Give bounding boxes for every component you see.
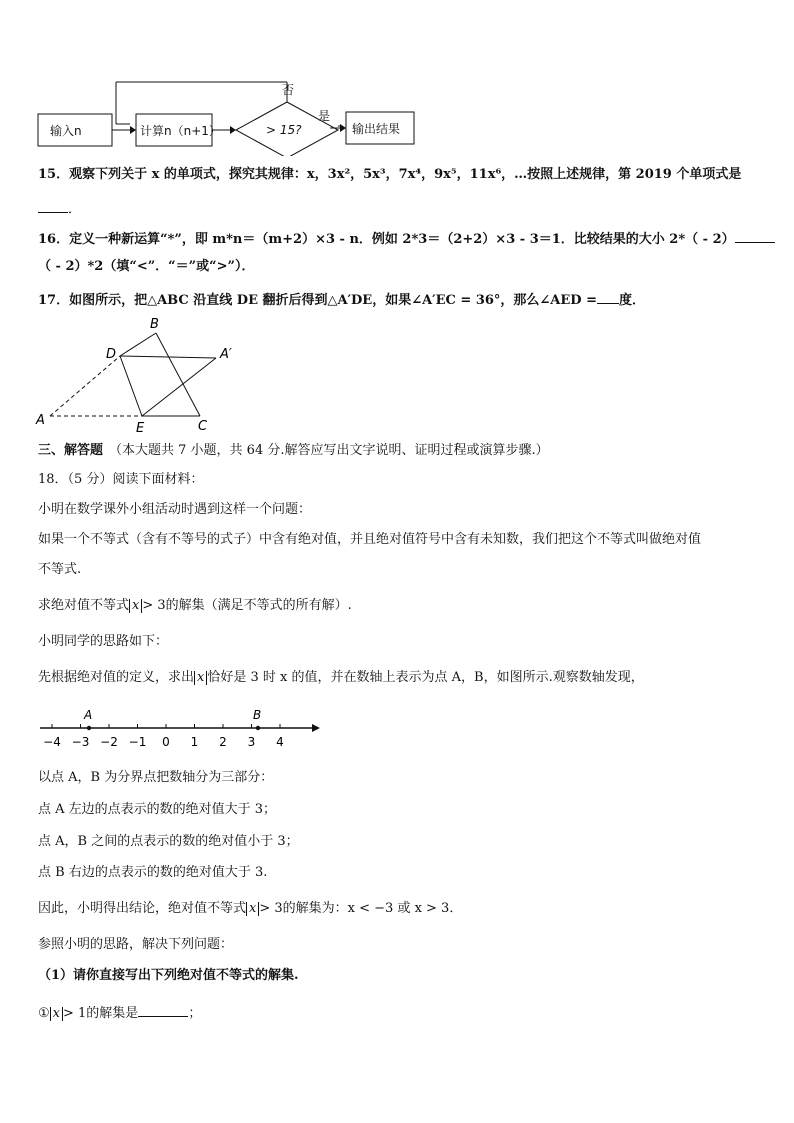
section-note: （本大题共 7 小题，共 64 分.解答应写出文字说明、证明过程或演算步骤.） bbox=[109, 443, 549, 458]
number-line-tick-label: 3 bbox=[247, 735, 256, 749]
q16-number: 16． bbox=[38, 232, 70, 247]
q17-line bbox=[38, 289, 645, 311]
q18-p3-suffix: 的解集（满足不等式的所有解）. bbox=[165, 598, 352, 613]
point-b-label: B bbox=[253, 708, 262, 722]
flowchart-figure bbox=[30, 76, 430, 156]
point-a-label: A bbox=[84, 708, 93, 722]
q18-p10-prefix: 因此，小明得出结论，绝对值不等式 bbox=[38, 901, 247, 916]
q18-p5 bbox=[38, 668, 644, 688]
q18-p2-line1: 如果一个不等式（含有不等号的式子）中含有绝对值，并且绝对值符号中含有未知数，我们把这个不等式叫做绝对值 bbox=[38, 532, 702, 547]
q18-p4: 小明同学的思路如下： bbox=[38, 634, 169, 649]
flow-input-label: 输入n bbox=[50, 124, 82, 138]
number-line-tick-label: 2 bbox=[219, 735, 227, 749]
q15-line bbox=[38, 165, 741, 185]
number-line-tick-label: −2 bbox=[100, 735, 118, 749]
q18-p13-expr: > 1 bbox=[63, 1006, 87, 1021]
q18-p5-suffix: 恰好是 3 时 x 的值，并在数轴上表示为点 A，B，如图所示.观察数轴发现， bbox=[207, 670, 644, 685]
point-b-dot bbox=[256, 726, 260, 730]
q18-p8: 点 A，B 之间的点表示的数的绝对值小于 3； bbox=[38, 834, 299, 849]
q17-text-after: 度． bbox=[618, 293, 645, 308]
label-A: A bbox=[36, 413, 45, 428]
flow-no-label: 否 bbox=[282, 83, 295, 97]
q17-triangle-figure bbox=[30, 316, 260, 436]
label-C: C bbox=[198, 419, 208, 434]
flow-compute-label: 计算n（n+1） bbox=[140, 124, 221, 138]
q18-p13 bbox=[38, 1002, 201, 1024]
label-B: B bbox=[150, 317, 159, 332]
number-line-tick-label: 0 bbox=[162, 735, 170, 749]
number-line-tick-label: −3 bbox=[71, 735, 90, 749]
number-line-arrow-icon bbox=[312, 724, 320, 732]
q18-p11: 参照小明的思路，解决下列问题： bbox=[38, 937, 234, 952]
q17-text-before: 如图所示，把△ABC 沿直线 DE 翻折后得到△A′DE，如果∠A′EC = 36°，那么∠AED = bbox=[69, 293, 597, 308]
q16-answer-blank[interactable] bbox=[735, 228, 775, 243]
q18-p13-answer-blank[interactable] bbox=[138, 1002, 188, 1017]
q15-tail: ． bbox=[68, 202, 82, 217]
number-line-tick-label: −4 bbox=[43, 735, 61, 749]
abs-x: x bbox=[194, 671, 207, 685]
q18-p3-expr: > 3 bbox=[142, 598, 166, 613]
q18-p1: 小明在数学课外小组活动时遇到这样一个问题： bbox=[38, 502, 312, 517]
q17-answer-blank[interactable] bbox=[597, 289, 619, 304]
q15-answer-line bbox=[38, 198, 81, 220]
flow-output-label: 输出结果 bbox=[352, 122, 401, 136]
q15-text: 观察下列关于 x 的单项式，探究其规律：x，3x²，5x³，7x⁴，9x⁵，11x⁶，…按照上述规律，第 2019 个单项式是 bbox=[69, 167, 742, 182]
q18-p6: 以点 A，B 为分界点把数轴分为三部分： bbox=[38, 770, 274, 785]
abs-x: x bbox=[50, 1007, 63, 1021]
abs-x: x bbox=[246, 902, 259, 916]
q15-number: 15． bbox=[38, 167, 70, 182]
q15-answer-blank[interactable] bbox=[38, 198, 68, 213]
q18-p5-prefix: 先根据绝对值的定义，求出 bbox=[38, 670, 195, 685]
q18-p3 bbox=[38, 596, 352, 616]
q18-p10-suffix: 的解集为：x < −3 或 x > 3． bbox=[282, 901, 463, 916]
number-line-tick-label: 1 bbox=[190, 735, 199, 749]
label-D: D bbox=[106, 347, 117, 362]
point-a-dot bbox=[87, 726, 91, 730]
q18-header: 18．（5 分）阅读下面材料： bbox=[38, 472, 204, 487]
q17-number: 17． bbox=[38, 293, 70, 308]
number-line-tick-label: −1 bbox=[128, 735, 147, 749]
q16-text-line2: （ - 2）*2（填“<”．“＝”或“>”）． bbox=[38, 259, 255, 274]
section-three-heading bbox=[38, 441, 549, 461]
q18-p12: （1）请你直接写出下列绝对值不等式的解集. bbox=[38, 968, 299, 983]
q18-p13-prefix: ① bbox=[38, 1006, 50, 1021]
label-A-prime: A′ bbox=[220, 347, 232, 362]
number-line-figure bbox=[36, 706, 326, 756]
q18-p9: 点 B 右边的点表示的数的绝对值大于 3. bbox=[38, 865, 268, 880]
q18-p2-line2: 不等式. bbox=[38, 562, 82, 577]
abs-x: x bbox=[129, 599, 142, 613]
q18-p10-expr: > 3 bbox=[259, 901, 283, 916]
q18-p3-prefix: 求绝对值不等式 bbox=[38, 598, 130, 613]
q16-text-line1: 定义一种新运算“*”，即 m*n＝（m+2）×3 - n．例如 2*3＝（2+2）×3 - 3＝1．比较结果的大小 2*（ - 2） bbox=[69, 232, 735, 247]
dashed-line-ad bbox=[50, 356, 120, 416]
flow-yes-label: 是 bbox=[318, 109, 331, 123]
label-E: E bbox=[136, 421, 145, 436]
q18-p10 bbox=[38, 899, 462, 919]
flow-condition-label: > 15? bbox=[266, 123, 302, 137]
q18-p7: 点 A 左边的点表示的数的绝对值大于 3； bbox=[38, 802, 277, 817]
q18-p13-end: ； bbox=[188, 1006, 202, 1021]
q18-p13-suffix: 的解集是 bbox=[86, 1006, 139, 1021]
q16-line2 bbox=[38, 257, 255, 277]
section-title: 三、解答题 bbox=[38, 443, 104, 458]
number-line-tick-label: 4 bbox=[276, 735, 284, 749]
q16-line1 bbox=[38, 228, 775, 250]
